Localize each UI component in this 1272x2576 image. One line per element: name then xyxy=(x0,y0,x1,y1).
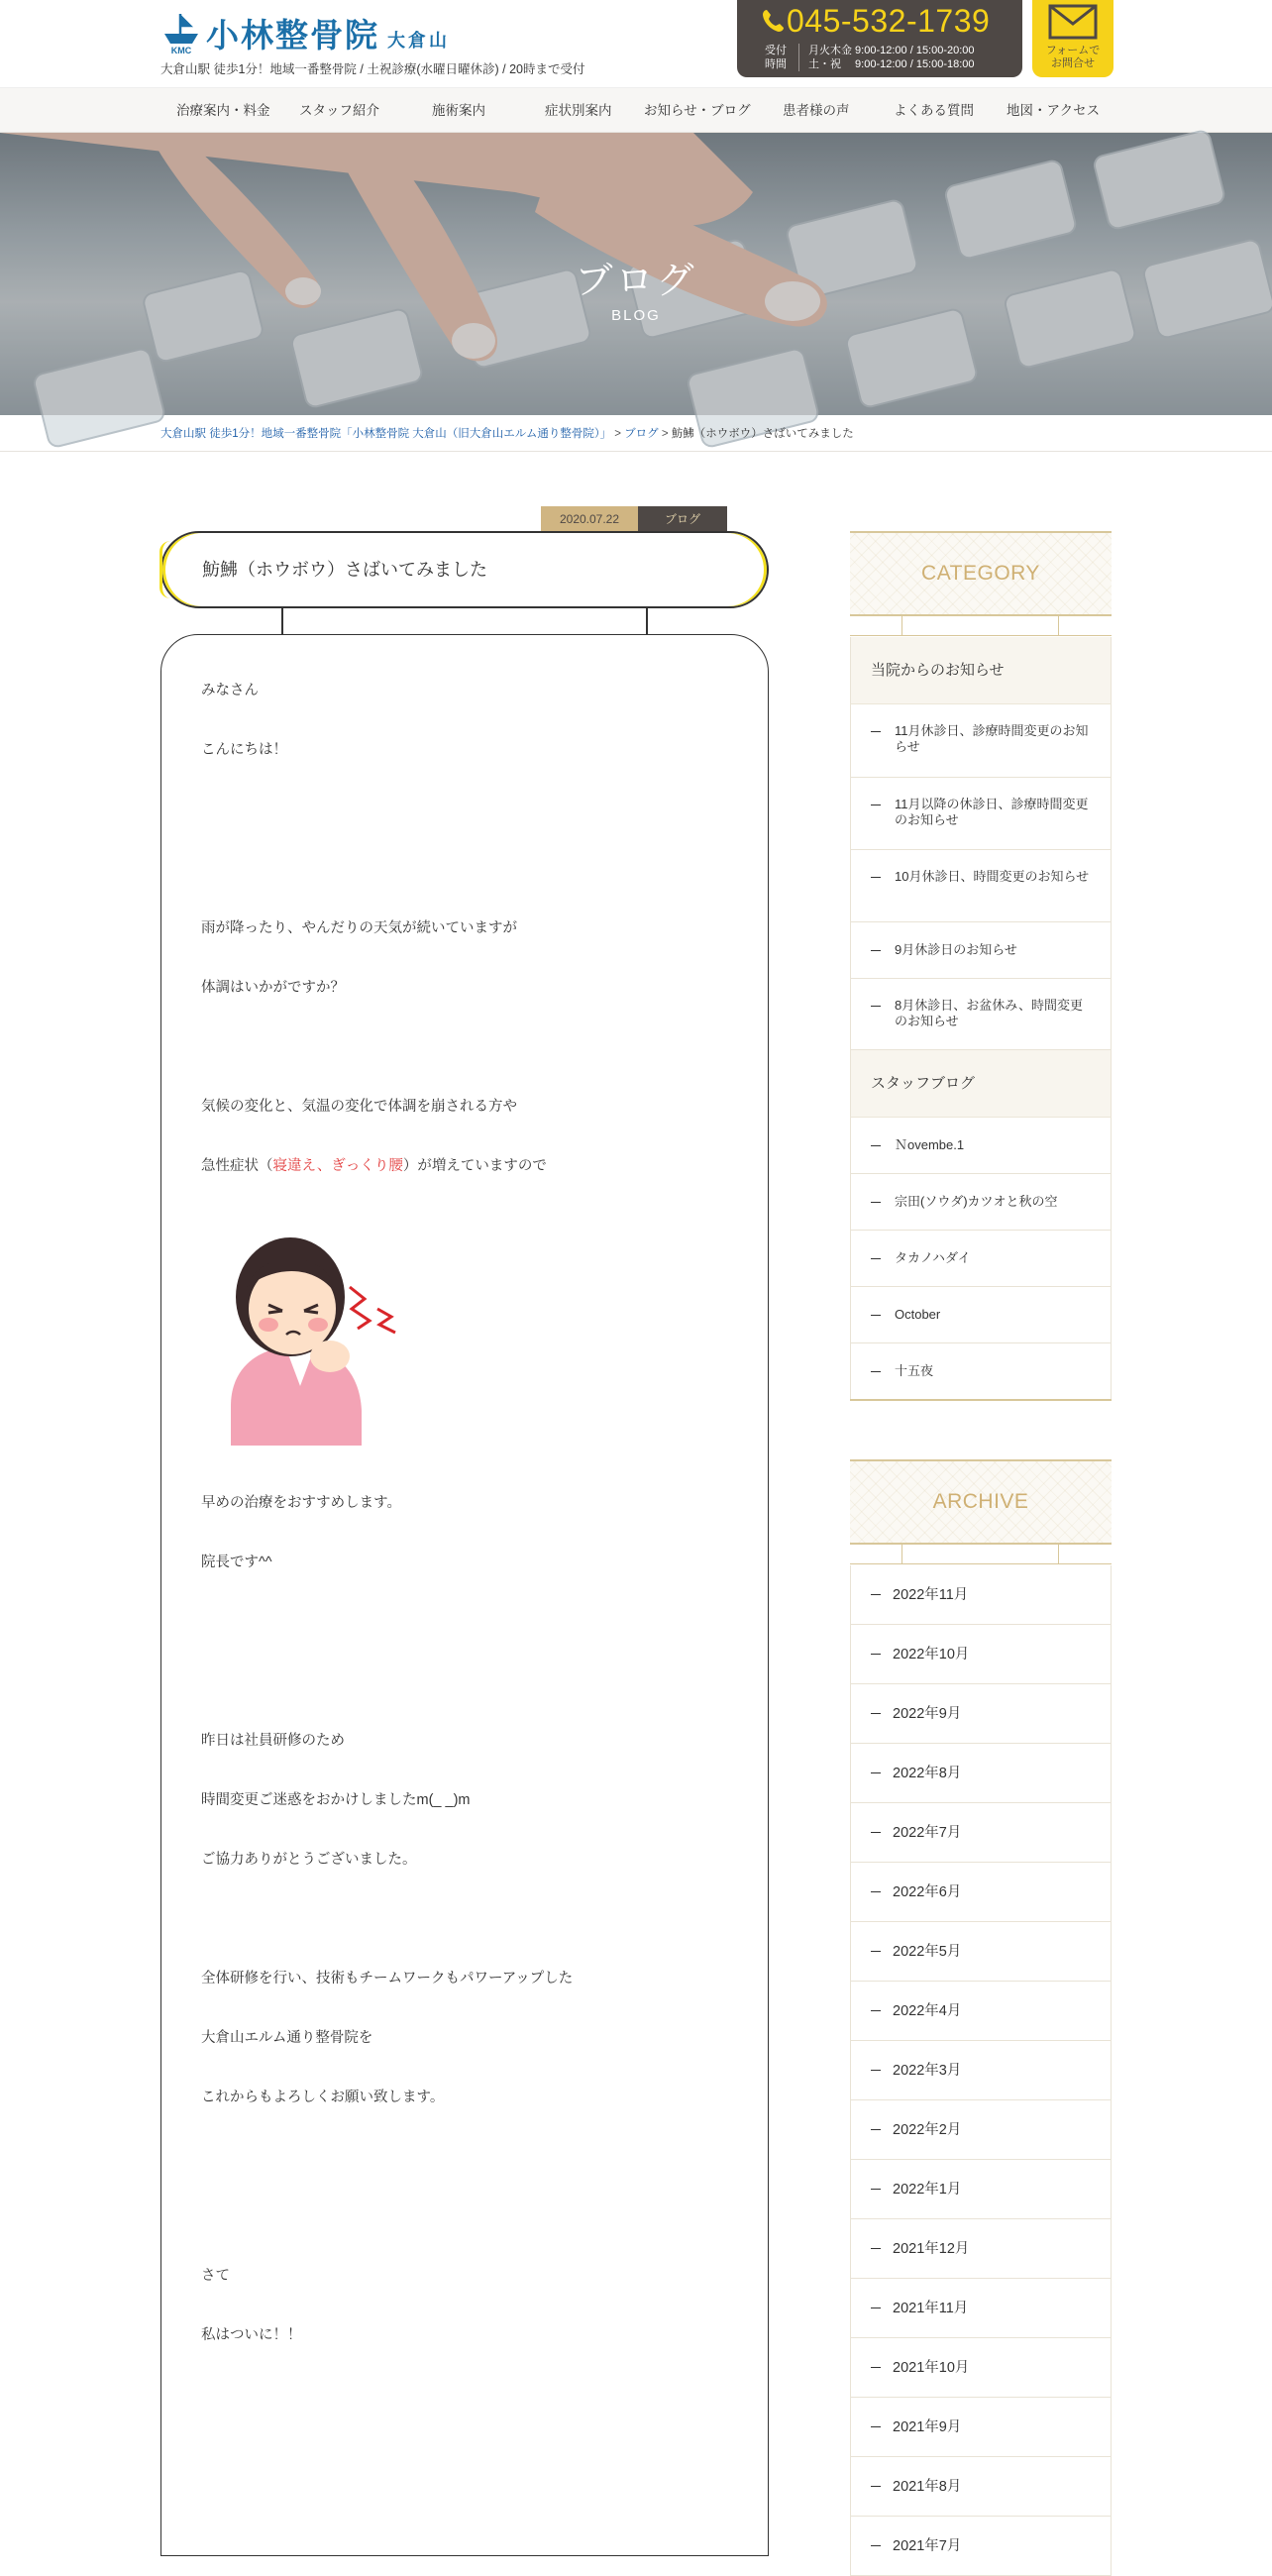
archive-title: ARCHIVE xyxy=(932,1490,1029,1513)
nav-item-faq[interactable]: よくある質問 xyxy=(894,103,974,118)
widget-ornament-line xyxy=(850,635,1112,636)
widget-ornament-line xyxy=(850,1563,1112,1564)
archive-item[interactable]: 2021年10月 xyxy=(850,2338,1112,2398)
global-nav xyxy=(0,87,1272,133)
dash-icon xyxy=(871,1594,881,1595)
archive-item[interactable]: 2022年7月 xyxy=(850,1803,1112,1863)
post-paragraph: 気候の変化と、気温の変化で体調を崩される方や xyxy=(201,1099,517,1115)
dash-icon xyxy=(871,1772,881,1773)
nav-item-news-blog[interactable]: お知らせ・ブログ xyxy=(644,103,751,118)
post-paragraph: みなさん xyxy=(201,683,259,698)
hero-title: ブログ xyxy=(575,261,697,302)
neck-pain-woman-illustration xyxy=(201,1218,409,1446)
nav-item-services[interactable]: 施術案内 xyxy=(432,103,485,118)
post-paragraph: さて xyxy=(201,2268,230,2284)
dash-icon xyxy=(871,2129,881,2130)
breadcrumb-separator: > xyxy=(611,428,625,440)
dash-icon xyxy=(871,2010,881,2011)
archive-item[interactable]: 2022年3月 xyxy=(850,2041,1112,2100)
post-paragraph: これからもよろしくお願い致します。 xyxy=(201,2090,445,2105)
nav-item-staff[interactable]: スタッフ紹介 xyxy=(299,103,379,118)
archive-item[interactable]: 2022年8月 xyxy=(850,1744,1112,1803)
archive-item[interactable]: 2022年9月 xyxy=(850,1684,1112,1744)
dash-icon xyxy=(871,731,881,732)
nav-item-access[interactable]: 地図・アクセス xyxy=(1007,103,1101,118)
logo-mark-text: KMC xyxy=(170,46,192,55)
dash-icon xyxy=(871,2189,881,2190)
phone-number[interactable]: 045-532-1739 xyxy=(787,3,991,39)
archive-item[interactable]: 2021年11月 xyxy=(850,2279,1112,2338)
widget-ornament xyxy=(1058,616,1059,636)
ship-logo-icon xyxy=(160,12,202,55)
title-connector-left xyxy=(281,608,283,636)
dash-icon xyxy=(871,2426,881,2427)
dash-icon xyxy=(871,950,881,951)
category-item[interactable]: 11月以降の休診日、診療時間変更のお知らせ xyxy=(850,778,1112,850)
contact-form-button[interactable] xyxy=(1032,0,1113,77)
dash-icon xyxy=(871,1654,881,1655)
category-widget-bottom xyxy=(850,1399,1112,1401)
page-hero xyxy=(0,133,1272,415)
post-paragraph: 昨日は社員研修のため xyxy=(201,1733,345,1749)
widget-ornament xyxy=(901,616,902,636)
breadcrumb-divider xyxy=(0,451,1272,452)
category-item[interactable]: タカノハダイ xyxy=(850,1231,1112,1287)
hours-divider xyxy=(798,44,799,71)
breadcrumb-current: 魴鮄（ホウボウ）さばいてみました xyxy=(671,428,854,440)
dash-icon xyxy=(871,1371,881,1372)
breadcrumb xyxy=(160,418,854,450)
post-paragraph: 体調はいかがですか？ xyxy=(201,980,345,996)
post-paragraph: 大倉山エルム通り整骨院を xyxy=(201,2030,373,2046)
category-title: CATEGORY xyxy=(921,562,1040,585)
category-item[interactable]: 十五夜 xyxy=(850,1343,1112,1400)
archive-item[interactable]: 2021年12月 xyxy=(850,2219,1112,2279)
post-paragraph: 時間変更ご迷惑をおかけしましたm(_ _)m xyxy=(201,1792,471,1808)
archive-item[interactable]: 2022年2月 xyxy=(850,2100,1112,2160)
category-item[interactable]: 宗田(ソウダ)カツオと秋の空 xyxy=(850,1174,1112,1231)
dash-icon xyxy=(871,1315,881,1316)
hero-subtitle: BLOG xyxy=(611,307,661,324)
business-hours xyxy=(808,44,975,71)
dash-icon xyxy=(871,2486,881,2487)
category-group-notices[interactable]: 当院からのお知らせ xyxy=(850,637,1112,704)
post-title: 魴鮄（ホウボウ）さばいてみました xyxy=(202,560,487,580)
archive-item[interactable]: 2021年8月 xyxy=(850,2457,1112,2517)
logo-sub: 大倉山 xyxy=(387,31,450,51)
archive-widget-header xyxy=(850,1459,1112,1545)
archive-item[interactable]: 2022年5月 xyxy=(850,1922,1112,1982)
header-tagline: 大倉山駅 徒歩1分！地域一番整骨院 / 土祝診療(水曜日曜休診) / 20時まで受付 xyxy=(160,62,585,76)
post-category-tag[interactable]: ブログ xyxy=(638,506,727,532)
breadcrumb-blog[interactable]: ブログ xyxy=(624,428,659,440)
widget-ornament xyxy=(1058,1545,1059,1564)
dash-icon xyxy=(871,2367,881,2368)
dash-icon xyxy=(871,2545,881,2546)
nav-item-symptoms[interactable]: 症状別案内 xyxy=(545,103,612,118)
hours-label: 受付 時間 xyxy=(765,45,787,70)
highlighted-symptoms: 寝違え、ぎっくり腰 xyxy=(272,1158,403,1174)
logo-name: 小林整骨院 xyxy=(206,17,379,54)
category-item[interactable]: Ｎovembe.1 xyxy=(850,1118,1112,1174)
archive-item[interactable]: 2022年4月 xyxy=(850,1982,1112,2041)
post-paragraph: 全体研修を行い、技術もチームワークもパワーアップした xyxy=(201,1971,574,1986)
breadcrumb-separator: > xyxy=(658,428,672,440)
post-body xyxy=(160,634,769,2556)
archive-item[interactable]: 2022年11月 xyxy=(850,1565,1112,1625)
dash-icon xyxy=(871,2248,881,2249)
post-paragraph: 私はついに！！ xyxy=(201,2327,302,2343)
category-group-staff-blog[interactable]: スタッフブログ xyxy=(850,1050,1112,1118)
category-item[interactable]: 10月休診日、時間変更のお知らせ xyxy=(850,850,1112,922)
nav-item-testimonials[interactable]: 患者様の声 xyxy=(783,103,850,118)
category-item[interactable]: 8月休診日、お盆休み、時間変更のお知らせ xyxy=(850,979,1112,1050)
dash-icon xyxy=(871,1832,881,1833)
dash-icon xyxy=(871,1145,881,1146)
category-item[interactable]: October xyxy=(850,1287,1112,1343)
category-item[interactable]: 11月休診日、診療時間変更のお知らせ xyxy=(850,704,1112,778)
category-widget-header xyxy=(850,531,1112,616)
category-item[interactable]: 9月休診日のお知らせ xyxy=(850,922,1112,979)
post-date: 2020.07.22 xyxy=(541,506,638,532)
hours-weekend: 土・祝 9:00-12:00 / 15:00-18:00 xyxy=(808,58,975,70)
post-title-box xyxy=(160,531,769,608)
envelope-icon xyxy=(1048,4,1098,40)
post-paragraph: こんにちは！ xyxy=(201,742,287,758)
dash-icon xyxy=(871,1202,881,1203)
archive-item[interactable]: 2022年1月 xyxy=(850,2160,1112,2219)
archive-item[interactable]: 2021年7月 xyxy=(850,2517,1112,2576)
breadcrumb-home[interactable]: 大倉山駅 徒歩1分！地域一番整骨院「小林整骨院 大倉山（旧大倉山エルム通り整骨院）」 xyxy=(160,428,612,440)
phone-icon xyxy=(761,8,785,34)
nav-item-treatment-fees[interactable]: 治療案内・料金 xyxy=(176,103,270,118)
site-header xyxy=(0,0,1272,87)
widget-ornament xyxy=(901,1545,902,1564)
archive-item[interactable]: 2022年10月 xyxy=(850,1625,1112,1684)
title-connector-right xyxy=(646,608,648,636)
post-paragraph: ご協力ありがとうございました。 xyxy=(201,1852,417,1868)
dash-icon xyxy=(871,2070,881,2071)
dash-icon xyxy=(871,1258,881,1259)
archive-item[interactable]: 2021年9月 xyxy=(850,2398,1112,2457)
hours-weekday: 月火木金 9:00-12:00 / 15:00-20:00 xyxy=(808,45,975,56)
dash-icon xyxy=(871,1891,881,1892)
post-paragraph: 急性症状（寝違え、ぎっくり腰）が増えていますので xyxy=(201,1158,547,1174)
post-paragraph: 院長です^^ xyxy=(201,1555,272,1570)
post-paragraph: 早めの治療をおすすめします。 xyxy=(201,1495,401,1511)
dash-icon xyxy=(871,877,881,878)
site-logo[interactable] xyxy=(160,12,450,55)
dash-icon xyxy=(871,1951,881,1952)
contact-form-label: フォームで お問合せ xyxy=(1045,45,1101,69)
dash-icon xyxy=(871,1713,881,1714)
dash-icon xyxy=(871,1006,881,1007)
post-meta xyxy=(541,506,727,532)
post-paragraph: 雨が降ったり、やんだりの天気が続いていますが xyxy=(201,920,517,936)
phone-contact-box[interactable] xyxy=(737,0,1022,77)
archive-item[interactable]: 2022年6月 xyxy=(850,1863,1112,1922)
